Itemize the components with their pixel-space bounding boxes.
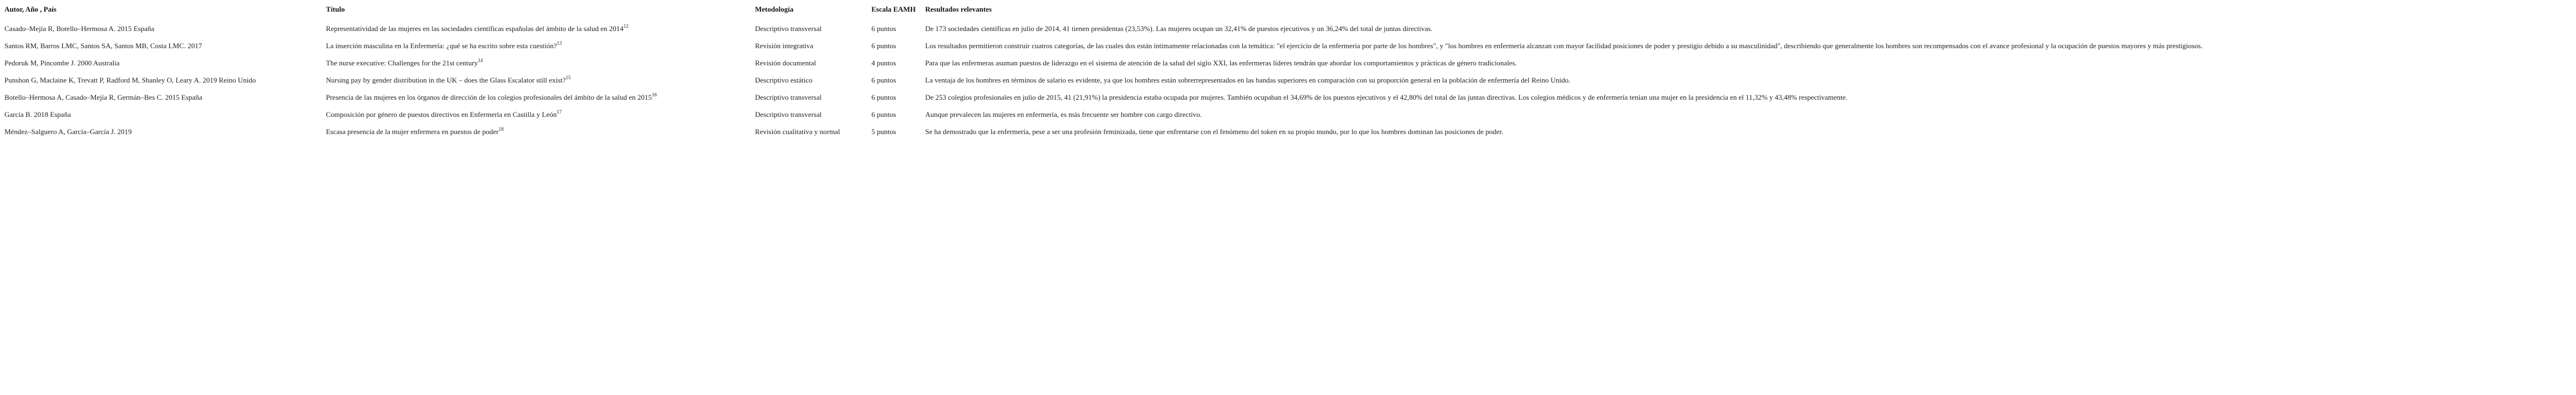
title-text: La inserción masculina en la Enfermería: ¿qué se ha escrito sobre esta cuestión? — [326, 42, 557, 50]
title-text: Composición por género de puestos directivos en Enfermería en Castilla y León — [326, 110, 557, 119]
cell-title — [326, 102, 755, 119]
title-text: The nurse executive: Challenges for the 21st century — [326, 59, 478, 67]
results-table — [4, 4, 2566, 136]
table-row — [4, 50, 2566, 68]
reference-number: 13 — [557, 40, 562, 46]
title-text: Nursing pay by gender distribution in the UK – does the Glass Escalator still exist? — [326, 76, 566, 84]
table-header-row — [4, 4, 2566, 16]
reference-number: 18 — [498, 126, 504, 132]
header-method: Metodología — [755, 5, 794, 13]
reference-number: 15 — [565, 75, 571, 80]
table-row — [4, 33, 2566, 50]
table-row — [4, 119, 2566, 136]
table-row — [4, 85, 2566, 102]
cell-scale: 6 puntos — [871, 76, 896, 84]
cell-method: Descriptivo transversal — [755, 110, 822, 119]
cell-results: La ventaja de los hombres en términos de salario es evidente, ya que los hombres están sobrerrepresentados en las bandas superiores en comparación con su proporción general en la población de enfermería del Reino Unido. — [925, 76, 1570, 84]
header-title: Título — [326, 5, 345, 13]
cell-author: García B. 2018 España — [4, 110, 71, 119]
reference-number: 16 — [651, 92, 657, 98]
cell-scale: 4 puntos — [871, 59, 896, 67]
table-row — [4, 68, 2566, 85]
cell-scale: 6 puntos — [871, 42, 896, 50]
cell-author: Santos RM, Barros LMC, Santos SA, Santos MB, Costa LMC. 2017 — [4, 42, 202, 50]
cell-author: Punshon G, Maclaine K, Trevatt P, Radford M, Shanley O, Leary A. 2019 Reino Unido — [4, 76, 256, 84]
table-row — [4, 16, 2566, 33]
cell-title — [326, 85, 755, 102]
cell-results: Se ha demostrado que la enfermería, pese a ser una profesión feminizada, tiene que enfrentarse con el fenómeno del token en su propio mundo, por lo que los hombres dominan las posiciones de poder. — [925, 127, 1503, 136]
cell-title — [326, 50, 755, 68]
cell-method: Revisión cualitativa y normal — [755, 127, 840, 136]
cell-scale: 6 puntos — [871, 24, 896, 33]
cell-results: Aunque prevalecen las mujeres en enfermería, es más frecuente ser hombre con cargo directivo. — [925, 110, 1202, 119]
reference-number: 17 — [557, 109, 562, 115]
title-text: Representatividad de las mujeres en las sociedades científicas españolas del ámbito de la salud en 2014 — [326, 24, 624, 33]
cell-title — [326, 33, 755, 50]
table-row — [4, 102, 2566, 119]
cell-method: Descriptivo estático — [755, 76, 813, 84]
title-text: Presencia de las mujeres en los órganos de dirección de los colegios profesionales del ámbito de la salud en 2015 — [326, 93, 652, 101]
cell-author: Pedoruk M, Pincombe J. 2000 Australia — [4, 59, 120, 67]
cell-title — [326, 68, 755, 85]
cell-results: Para que las enfermeras asuman puestos de liderazgo en el sistema de atención de la salud del siglo XXI, las enfermeras líderes tendrán que abordar los comportamientos y prácticas de género tradicionales. — [925, 59, 1517, 67]
cell-author: Casado–Mejía R, Botello–Hermosa A. 2015 España — [4, 24, 155, 33]
cell-results: Los resultados permitieron construir cuatros categorías, de las cuales dos están íntimamente relacionadas con la temática: "el ejercicio de la enfermería por parte de los hombres", y "los hombres en enfermería alcanzan con mayor facilidad posiciones de poder y prestigio debido a su masculinidad", describiendo que generalmente los hombres son recompensados con el avance profesional y la ocupación de puestos mayores y más prestigiosos. — [925, 42, 2203, 50]
cell-results: De 173 sociedades científicas en julio de 2014, 41 tienen presidentas (23,53%). Las mujeres ocupan un 32,41% de puestos ejecutivos y un 36,24% del total de juntas directivas. — [925, 24, 1433, 33]
cell-author: Botello–Hermosa A, Casado–Mejía R, Germán–Bes C. 2015 España — [4, 93, 202, 101]
cell-method: Revisión documental — [755, 59, 817, 67]
cell-method: Descriptivo transversal — [755, 93, 822, 101]
cell-title — [326, 119, 755, 136]
header-scale: Escala EAMH — [871, 5, 916, 13]
cell-method: Revisión integrativa — [755, 42, 814, 50]
cell-author: Méndez–Salguero A, García–García J. 2019 — [4, 127, 132, 136]
cell-scale: 6 puntos — [871, 110, 896, 119]
cell-results: De 253 colegios profesionales en julio de 2015, 41 (21,91%) la presidencia estaba ocupada por mujeres. También ocupaban el 34,69% de los puestos ejecutivos y el 42,80% del total de las juntas directivas. Los colegios médicos y de enfermería tenían una mujer en la presidencia en el 11,32% y 43,48% respectivamente. — [925, 93, 1848, 101]
header-results: Resultados relevantes — [925, 5, 992, 13]
header-author: Autor, Año , País — [4, 5, 57, 13]
reference-number: 14 — [478, 58, 483, 63]
reference-number: 12 — [623, 23, 629, 29]
cell-scale: 6 puntos — [871, 93, 896, 101]
title-text: Escasa presencia de la mujer enfermera en puestos de poder — [326, 127, 499, 136]
cell-title — [326, 16, 755, 33]
cell-scale: 5 puntos — [871, 127, 896, 136]
cell-method: Descriptivo transversal — [755, 24, 822, 33]
